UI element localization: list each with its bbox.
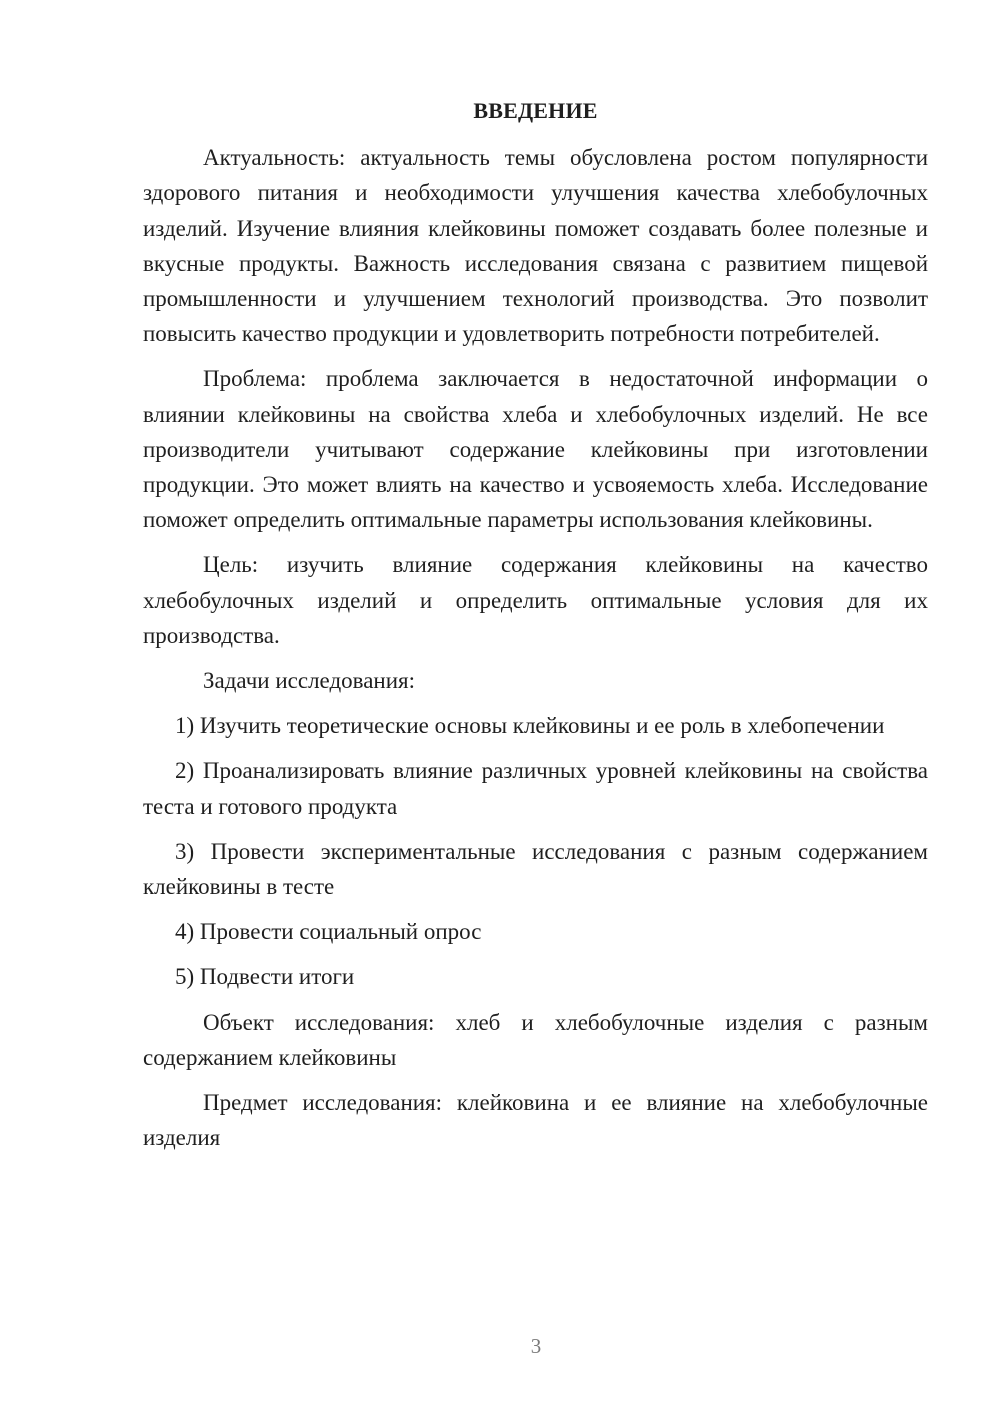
task-item-2: 2) Проанализировать влияние различных уровней клейковины на свойства теста и готового продукта (143, 758, 928, 819)
task-item-4: 4) Провести социальный опрос (175, 919, 482, 945)
research-object-paragraph: Объект исследования: хлеб и хлебобулочные изделия с разным содержанием клейковины (143, 1009, 928, 1070)
research-subject-paragraph: Предмет исследования: клейковина и ее влияние на хлебобулочные изделия (143, 1090, 928, 1151)
goal-paragraph: Цель: изучить влияние содержания клейковины на качество хлебобулочных изделий и определить оптимальные условия для их производства. (143, 552, 928, 648)
task-item-5: 5) Подвести итоги (175, 964, 355, 990)
section-title: ВВЕДЕНИЕ (473, 98, 598, 123)
task-item-3: 3) Провести экспериментальные исследования с разным содержанием клейковины в тесте (143, 838, 928, 900)
tasks-heading: Задачи исследования: (203, 668, 416, 694)
problem-paragraph: Проблема: проблема заключается в недостаточной информации о влиянии клейковины на свойства хлеба и хлебобулочных изделий. Не все производители учитывают содержание клейковины при изготовлении продукции. Это может влиять на качество и усвояемость хлеба. Исследование поможет определить оптимальные параметры использования клейковины. (143, 366, 928, 533)
page-content (143, 93, 928, 1165)
page-number: 3 (530, 1334, 542, 1358)
relevance-paragraph: Актуальность: актуальность темы обусловлена ростом популярности здорового питания и необходимости улучшения качества хлебобулочных изделий. Изучение влияния клейковины поможет создавать более полезные и вкусные продукты. Важность исследования связана с развитием пищевой промышленности и улучшением технологий производства. Это позволит повысить качество продукции и удовлетворить потребности потребителей. (143, 145, 928, 347)
task-item-1: 1) Изучить теоретические основы клейковины и ее роль в хлебопечении (175, 713, 885, 739)
